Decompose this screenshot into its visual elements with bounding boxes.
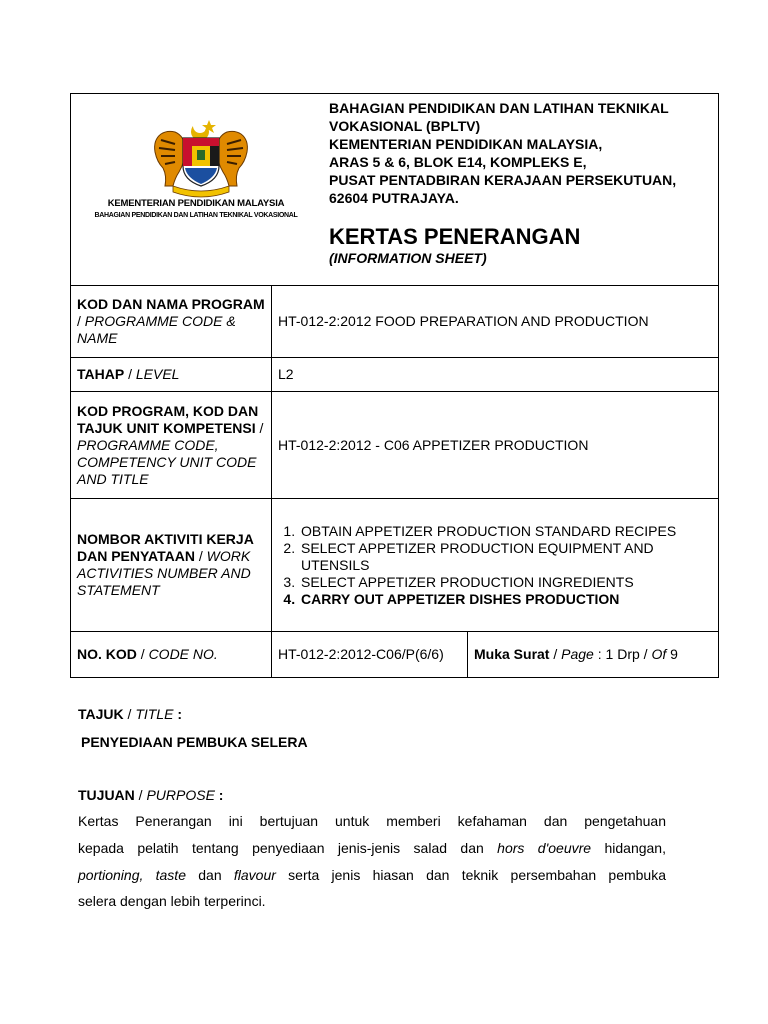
activity-item: 2. SELECT APPETIZER PRODUCTION EQUIPMENT AND UTENSILS bbox=[299, 540, 712, 574]
text-run-italic: portioning, taste bbox=[78, 867, 186, 883]
text-run-italic: flavour bbox=[233, 867, 276, 883]
ministry-name: KEMENTERIAN PENDIDIKAN MALAYSIA bbox=[107, 198, 285, 209]
unit-value-cell bbox=[272, 392, 719, 499]
information-sheet bbox=[70, 93, 718, 678]
coat-of-arms-icon bbox=[81, 114, 321, 198]
level-label: TAHAP bbox=[77, 366, 125, 382]
separator: / bbox=[134, 787, 147, 803]
code-row bbox=[71, 632, 719, 678]
purpose-heading bbox=[78, 787, 666, 803]
letterhead-row bbox=[71, 94, 719, 286]
document-title: KERTAS PENERANGAN bbox=[329, 224, 581, 249]
activities-list-cell bbox=[272, 499, 719, 632]
paragraph-line: selera dengan lebih terperinci. bbox=[78, 893, 266, 909]
program-row bbox=[71, 286, 719, 358]
program-value: HT-012-2:2012 FOOD PREPARATION AND PRODUCTION bbox=[278, 313, 649, 329]
page-label-en: Page bbox=[561, 646, 594, 662]
text-run: dan bbox=[186, 867, 234, 883]
activities-row bbox=[71, 499, 719, 632]
address-line: 62604 PUTRAJAYA. bbox=[329, 190, 459, 206]
activities-list bbox=[278, 523, 712, 608]
title-heading bbox=[78, 706, 666, 722]
address-line: KEMENTERIAN PENDIDIKAN MALAYSIA, bbox=[329, 136, 603, 152]
code-value: HT-012-2:2012-C06/P(6/6) bbox=[278, 646, 444, 662]
activities-label: NOMBOR AKTIVITI KERJA DAN PENYATAAN bbox=[77, 531, 254, 564]
code-label-en: CODE NO. bbox=[148, 646, 218, 662]
program-value-cell bbox=[272, 286, 719, 358]
text-run: hidangan, bbox=[591, 840, 666, 856]
page-of-label-en: Of bbox=[651, 646, 667, 662]
purpose-label-en: PURPOSE bbox=[146, 787, 215, 803]
separator: / bbox=[549, 646, 562, 662]
level-value-cell bbox=[272, 358, 719, 392]
activity-item: 4. CARRY OUT APPETIZER DISHES PRODUCTION bbox=[299, 591, 712, 608]
separator: : bbox=[173, 706, 182, 722]
page-total: 9 bbox=[666, 646, 678, 662]
title-label: TAJUK bbox=[78, 706, 124, 722]
level-value: L2 bbox=[278, 366, 294, 382]
text-run: kepada pelatih tentang penyediaan jenis-jenis salad dan bbox=[78, 840, 498, 856]
address-line: BAHAGIAN PENDIDIKAN DAN LATIHAN TEKNIKAL bbox=[329, 100, 669, 116]
activity-item: 3. SELECT APPETIZER PRODUCTION INGREDIENTS bbox=[299, 574, 712, 591]
activity-item: 1. OBTAIN APPETIZER PRODUCTION STANDARD RECIPES bbox=[299, 523, 712, 540]
level-row bbox=[71, 358, 719, 392]
level-label-cell bbox=[71, 358, 272, 392]
unit-label-cell bbox=[71, 392, 272, 499]
address-line: VOKASIONAL (BPLTV) bbox=[329, 118, 481, 134]
text-run-italic: hors d'oeuvre bbox=[497, 840, 592, 856]
page-label: Muka Surat bbox=[474, 646, 550, 662]
unit-label: KOD PROGRAM, KOD DAN TAJUK UNIT KOMPETENSI bbox=[77, 402, 259, 436]
unit-value: HT-012-2:2012 - C06 APPETIZER PRODUCTION bbox=[278, 436, 589, 453]
separator: : bbox=[214, 787, 224, 803]
address-line: PUSAT PENTADBIRAN KERAJAAN PERSEKUTUAN, bbox=[329, 172, 677, 188]
program-label: KOD DAN NAMA PROGRAM bbox=[77, 296, 265, 312]
header-table bbox=[70, 93, 719, 678]
activities-label-en: WORK ACTIVITIES NUMBER AND STATEMENT bbox=[77, 548, 251, 598]
separator: / bbox=[194, 548, 207, 564]
ministry-division: BAHAGIAN PENDIDIKAN DAN LATIHAN TEKNIKAL VOKASIONAL bbox=[94, 212, 298, 219]
separator: / bbox=[255, 419, 264, 436]
page-number: 1 bbox=[605, 646, 614, 662]
separator: / bbox=[77, 313, 85, 329]
page-of-label: Drp / bbox=[613, 646, 652, 662]
unit-label-en: PROGRAMME CODE, COMPETENCY UNIT CODE AND TITLE bbox=[77, 436, 257, 487]
unit-row bbox=[71, 392, 719, 499]
separator: / bbox=[124, 366, 136, 382]
address-block bbox=[329, 99, 714, 207]
address-line: ARAS 5 & 6, BLOK E14, KOMPLEKS E, bbox=[329, 154, 587, 170]
code-value-cell bbox=[272, 632, 468, 678]
document-subtitle: (INFORMATION SHEET) bbox=[329, 250, 487, 266]
letterhead-cell bbox=[71, 94, 719, 286]
code-label: NO. KOD bbox=[77, 646, 137, 662]
paragraph-line bbox=[78, 840, 666, 856]
program-label-cell bbox=[71, 286, 272, 358]
paragraph-line bbox=[78, 867, 666, 883]
separator: / bbox=[136, 646, 149, 662]
separator: / bbox=[123, 706, 136, 722]
title-label-en: TITLE bbox=[135, 706, 174, 722]
activities-label-cell bbox=[71, 499, 272, 632]
title-value: PENYEDIAAN PEMBUKA SELERA bbox=[81, 734, 308, 750]
page-cell bbox=[468, 632, 719, 678]
ministry-crest bbox=[81, 114, 321, 244]
separator: : bbox=[593, 646, 606, 662]
purpose-label: TUJUAN bbox=[78, 787, 135, 803]
code-label-cell bbox=[71, 632, 272, 678]
text-run: serta jenis hiasan dan teknik persembahan pembuka bbox=[275, 867, 667, 883]
paragraph-line: Kertas Penerangan ini bertujuan untuk memberi kefahaman dan pengetahuan bbox=[78, 813, 666, 829]
program-label-en: PROGRAMME CODE & NAME bbox=[77, 313, 236, 346]
level-label-en: LEVEL bbox=[135, 366, 180, 382]
